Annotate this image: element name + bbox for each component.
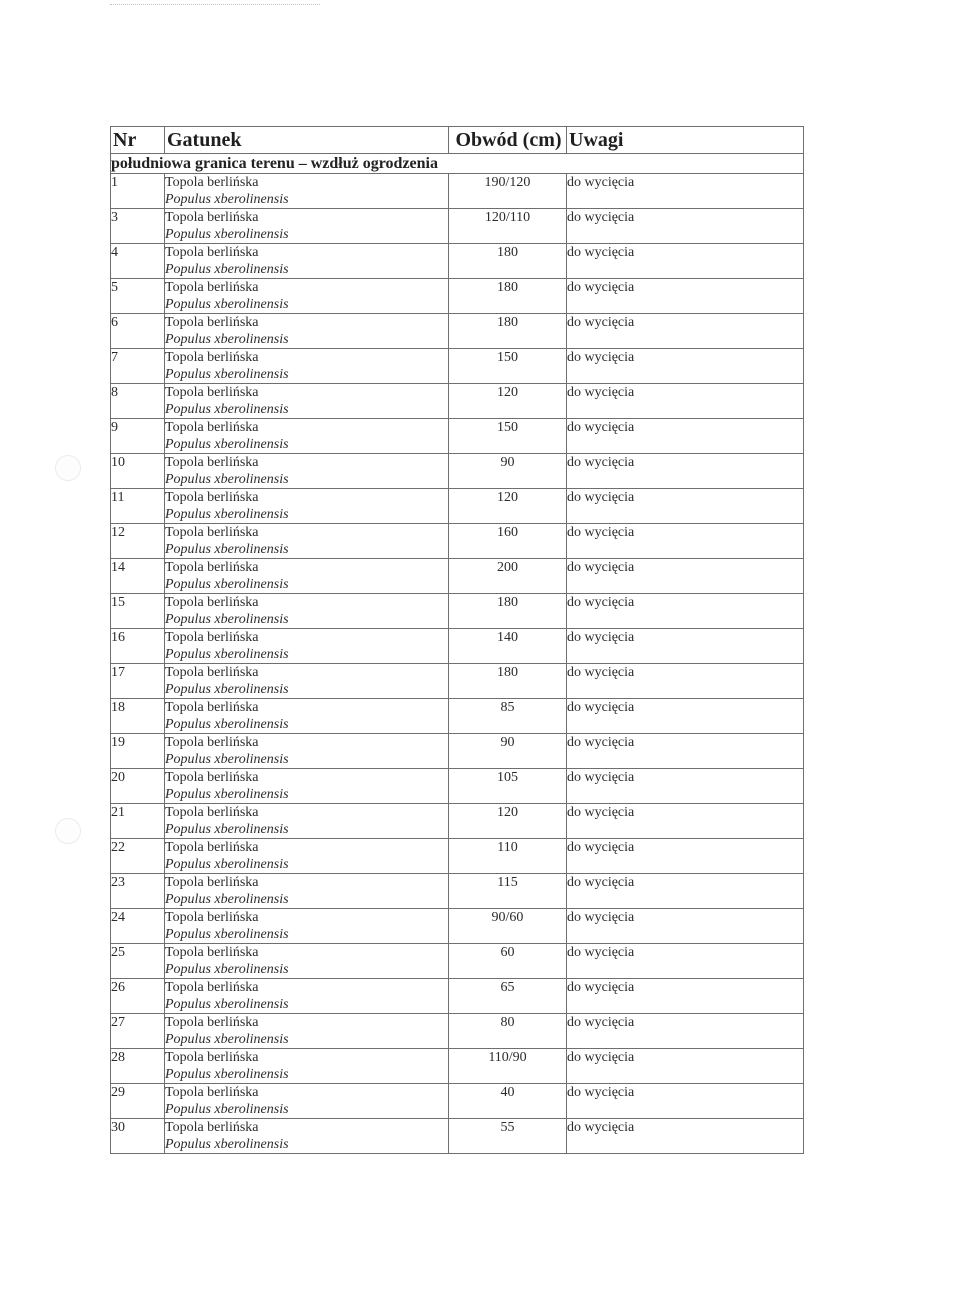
circumference-value: 120/110: [449, 209, 567, 244]
tree-number: 12: [111, 524, 165, 559]
species-cell: [165, 174, 449, 209]
tree-number: 24: [111, 909, 165, 944]
circumference-value: 180: [449, 594, 567, 629]
circumference-value: 90: [449, 454, 567, 489]
tree-number: 20: [111, 769, 165, 804]
species-latin-name: Populus xberolinensis: [165, 962, 289, 977]
table-row: [111, 804, 804, 839]
species-latin-name: Populus xberolinensis: [165, 752, 289, 767]
circumference-value: 140: [449, 629, 567, 664]
species-cell: [165, 1119, 449, 1154]
species-cell: [165, 874, 449, 909]
circumference-value: 65: [449, 979, 567, 1014]
species-latin-name: Populus xberolinensis: [165, 647, 289, 662]
circumference-value: 120: [449, 489, 567, 524]
note-value: do wycięcia: [567, 839, 804, 874]
header-notes: Uwagi: [567, 127, 804, 154]
note-value: do wycięcia: [567, 209, 804, 244]
species-common-name: Topola berlińska: [165, 280, 259, 295]
note-value: do wycięcia: [567, 664, 804, 699]
species-common-name: Topola berlińska: [165, 350, 259, 365]
species-cell: [165, 1049, 449, 1084]
species-cell: [165, 629, 449, 664]
punch-hole-mark: [55, 455, 81, 481]
table-row: [111, 769, 804, 804]
note-value: do wycięcia: [567, 979, 804, 1014]
table-row: [111, 699, 804, 734]
species-cell: [165, 314, 449, 349]
note-value: do wycięcia: [567, 489, 804, 524]
table-row: [111, 839, 804, 874]
species-common-name: Topola berlińska: [165, 315, 259, 330]
species-common-name: Topola berlińska: [165, 595, 259, 610]
section-title: południowa granica terenu – wzdłuż ogrodzenia: [111, 154, 804, 174]
circumference-value: 80: [449, 1014, 567, 1049]
note-value: do wycięcia: [567, 1049, 804, 1084]
note-value: do wycięcia: [567, 524, 804, 559]
circumference-value: 190/120: [449, 174, 567, 209]
tree-number: 25: [111, 944, 165, 979]
header-circumference: Obwód (cm): [449, 127, 567, 154]
species-cell: [165, 734, 449, 769]
table-row: [111, 1084, 804, 1119]
species-cell: [165, 209, 449, 244]
species-common-name: Topola berlińska: [165, 525, 259, 540]
note-value: do wycięcia: [567, 244, 804, 279]
punch-hole-mark: [55, 818, 81, 844]
note-value: do wycięcia: [567, 559, 804, 594]
note-value: do wycięcia: [567, 944, 804, 979]
species-cell: [165, 559, 449, 594]
circumference-value: 150: [449, 419, 567, 454]
species-latin-name: Populus xberolinensis: [165, 1137, 289, 1152]
tree-number: 27: [111, 1014, 165, 1049]
species-latin-name: Populus xberolinensis: [165, 682, 289, 697]
note-value: do wycięcia: [567, 734, 804, 769]
note-value: do wycięcia: [567, 454, 804, 489]
circumference-value: 90/60: [449, 909, 567, 944]
table-header-row: [111, 127, 804, 154]
species-latin-name: Populus xberolinensis: [165, 437, 289, 452]
tree-number: 30: [111, 1119, 165, 1154]
species-latin-name: Populus xberolinensis: [165, 892, 289, 907]
note-value: do wycięcia: [567, 874, 804, 909]
species-cell: [165, 419, 449, 454]
tree-number: 10: [111, 454, 165, 489]
tree-number: 11: [111, 489, 165, 524]
species-latin-name: Populus xberolinensis: [165, 297, 289, 312]
table-row: [111, 979, 804, 1014]
table-row: [111, 349, 804, 384]
table-row: [111, 279, 804, 314]
tree-number: 16: [111, 629, 165, 664]
species-common-name: Topola berlińska: [165, 875, 259, 890]
table-row: [111, 1049, 804, 1084]
circumference-value: 150: [449, 349, 567, 384]
circumference-value: 85: [449, 699, 567, 734]
tree-number: 7: [111, 349, 165, 384]
species-latin-name: Populus xberolinensis: [165, 997, 289, 1012]
species-cell: [165, 944, 449, 979]
note-value: do wycięcia: [567, 629, 804, 664]
note-value: do wycięcia: [567, 384, 804, 419]
species-latin-name: Populus xberolinensis: [165, 332, 289, 347]
scan-artifact: [110, 4, 320, 7]
circumference-value: 180: [449, 279, 567, 314]
species-cell: [165, 1084, 449, 1119]
tree-number: 5: [111, 279, 165, 314]
table-row: [111, 1119, 804, 1154]
species-cell: [165, 909, 449, 944]
species-common-name: Topola berlińska: [165, 945, 259, 960]
species-latin-name: Populus xberolinensis: [165, 857, 289, 872]
header-nr: Nr: [111, 127, 165, 154]
tree-number: 19: [111, 734, 165, 769]
note-value: do wycięcia: [567, 1014, 804, 1049]
species-common-name: Topola berlińska: [165, 910, 259, 925]
tree-number: 28: [111, 1049, 165, 1084]
species-latin-name: Populus xberolinensis: [165, 262, 289, 277]
species-cell: [165, 699, 449, 734]
table-row: [111, 1014, 804, 1049]
tree-number: 18: [111, 699, 165, 734]
species-cell: [165, 1014, 449, 1049]
species-cell: [165, 524, 449, 559]
note-value: do wycięcia: [567, 909, 804, 944]
table-row: [111, 594, 804, 629]
species-common-name: Topola berlińska: [165, 420, 259, 435]
species-common-name: Topola berlińska: [165, 665, 259, 680]
note-value: do wycięcia: [567, 594, 804, 629]
tree-number: 26: [111, 979, 165, 1014]
species-latin-name: Populus xberolinensis: [165, 1032, 289, 1047]
species-cell: [165, 279, 449, 314]
species-latin-name: Populus xberolinensis: [165, 227, 289, 242]
species-common-name: Topola berlińska: [165, 1015, 259, 1030]
species-common-name: Topola berlińska: [165, 980, 259, 995]
table-row: [111, 944, 804, 979]
note-value: do wycięcia: [567, 699, 804, 734]
species-latin-name: Populus xberolinensis: [165, 577, 289, 592]
table-row: [111, 524, 804, 559]
species-common-name: Topola berlińska: [165, 490, 259, 505]
tree-number: 14: [111, 559, 165, 594]
species-latin-name: Populus xberolinensis: [165, 927, 289, 942]
species-latin-name: Populus xberolinensis: [165, 717, 289, 732]
tree-number: 17: [111, 664, 165, 699]
circumference-value: 115: [449, 874, 567, 909]
species-latin-name: Populus xberolinensis: [165, 787, 289, 802]
tree-number: 23: [111, 874, 165, 909]
species-common-name: Topola berlińska: [165, 210, 259, 225]
species-common-name: Topola berlińska: [165, 770, 259, 785]
circumference-value: 120: [449, 804, 567, 839]
species-cell: [165, 244, 449, 279]
species-common-name: Topola berlińska: [165, 1120, 259, 1135]
species-common-name: Topola berlińska: [165, 560, 259, 575]
table-row: [111, 384, 804, 419]
table-row: [111, 419, 804, 454]
species-latin-name: Populus xberolinensis: [165, 402, 289, 417]
tree-number: 21: [111, 804, 165, 839]
species-latin-name: Populus xberolinensis: [165, 542, 289, 557]
species-latin-name: Populus xberolinensis: [165, 367, 289, 382]
table-row: [111, 734, 804, 769]
table-row: [111, 909, 804, 944]
species-common-name: Topola berlińska: [165, 630, 259, 645]
table-row: [111, 489, 804, 524]
circumference-value: 200: [449, 559, 567, 594]
circumference-value: 180: [449, 314, 567, 349]
species-cell: [165, 979, 449, 1014]
species-common-name: Topola berlińska: [165, 1050, 259, 1065]
note-value: do wycięcia: [567, 174, 804, 209]
tree-number: 1: [111, 174, 165, 209]
species-common-name: Topola berlińska: [165, 735, 259, 750]
species-latin-name: Populus xberolinensis: [165, 822, 289, 837]
table-row: [111, 874, 804, 909]
species-common-name: Topola berlińska: [165, 840, 259, 855]
circumference-value: 120: [449, 384, 567, 419]
header-species: Gatunek: [165, 127, 449, 154]
note-value: do wycięcia: [567, 769, 804, 804]
circumference-value: 105: [449, 769, 567, 804]
tree-number: 22: [111, 839, 165, 874]
species-common-name: Topola berlińska: [165, 245, 259, 260]
species-cell: [165, 839, 449, 874]
species-common-name: Topola berlińska: [165, 175, 259, 190]
circumference-value: 110: [449, 839, 567, 874]
species-common-name: Topola berlińska: [165, 700, 259, 715]
tree-number: 4: [111, 244, 165, 279]
species-common-name: Topola berlińska: [165, 455, 259, 470]
tree-number: 3: [111, 209, 165, 244]
note-value: do wycięcia: [567, 349, 804, 384]
circumference-value: 90: [449, 734, 567, 769]
species-latin-name: Populus xberolinensis: [165, 507, 289, 522]
species-latin-name: Populus xberolinensis: [165, 1067, 289, 1082]
species-latin-name: Populus xberolinensis: [165, 1102, 289, 1117]
circumference-value: 60: [449, 944, 567, 979]
species-cell: [165, 769, 449, 804]
species-cell: [165, 349, 449, 384]
tree-inventory-table: [110, 126, 804, 1154]
note-value: do wycięcia: [567, 1119, 804, 1154]
species-cell: [165, 664, 449, 699]
species-cell: [165, 804, 449, 839]
section-row: [111, 154, 804, 174]
table-row: [111, 209, 804, 244]
species-common-name: Topola berlińska: [165, 805, 259, 820]
species-latin-name: Populus xberolinensis: [165, 612, 289, 627]
circumference-value: 180: [449, 664, 567, 699]
tree-number: 6: [111, 314, 165, 349]
species-common-name: Topola berlińska: [165, 385, 259, 400]
note-value: do wycięcia: [567, 419, 804, 454]
note-value: do wycięcia: [567, 1084, 804, 1119]
table-row: [111, 664, 804, 699]
tree-number: 15: [111, 594, 165, 629]
circumference-value: 160: [449, 524, 567, 559]
table-row: [111, 629, 804, 664]
table-row: [111, 244, 804, 279]
tree-number: 8: [111, 384, 165, 419]
table-row: [111, 559, 804, 594]
species-cell: [165, 489, 449, 524]
species-cell: [165, 384, 449, 419]
table-row: [111, 314, 804, 349]
note-value: do wycięcia: [567, 314, 804, 349]
circumference-value: 40: [449, 1084, 567, 1119]
species-common-name: Topola berlińska: [165, 1085, 259, 1100]
table-row: [111, 174, 804, 209]
species-cell: [165, 594, 449, 629]
tree-number: 9: [111, 419, 165, 454]
circumference-value: 55: [449, 1119, 567, 1154]
table-row: [111, 454, 804, 489]
species-cell: [165, 454, 449, 489]
note-value: do wycięcia: [567, 804, 804, 839]
note-value: do wycięcia: [567, 279, 804, 314]
circumference-value: 110/90: [449, 1049, 567, 1084]
species-latin-name: Populus xberolinensis: [165, 472, 289, 487]
circumference-value: 180: [449, 244, 567, 279]
tree-number: 29: [111, 1084, 165, 1119]
species-latin-name: Populus xberolinensis: [165, 192, 289, 207]
